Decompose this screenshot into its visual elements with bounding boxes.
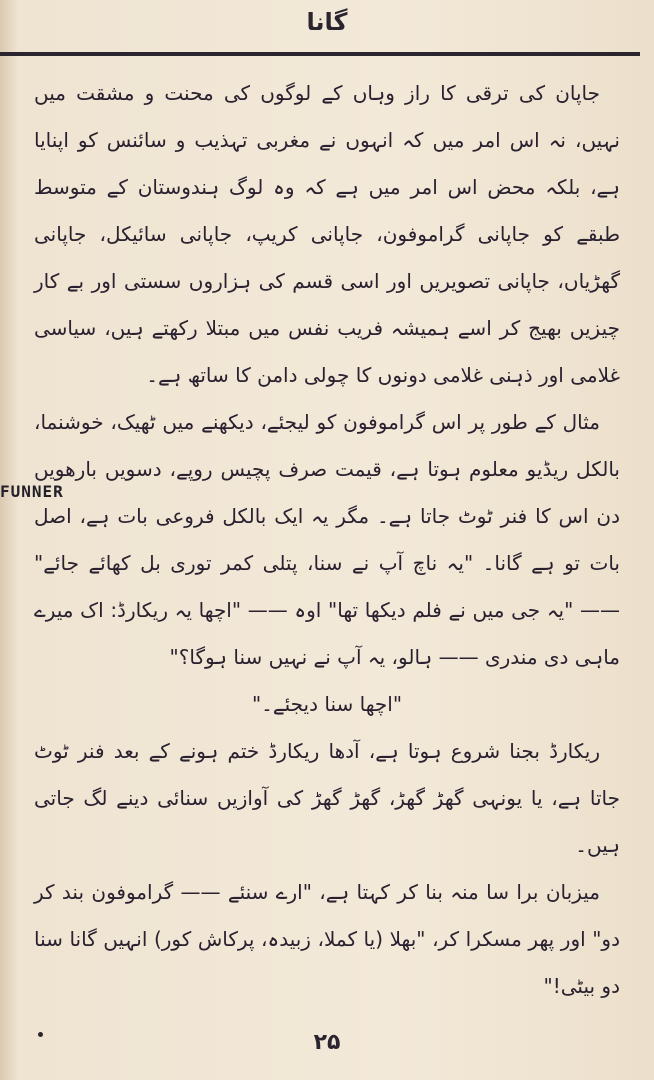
header-rule [0,52,640,56]
margin-note: FUNNER [0,482,64,501]
paragraph-4: میزبان برا سا منہ بنا کر کہتا ہے، "ارے سنئے —— گراموفون بند کر دو" اور پھر مسکرا کر، "بھلا (یا کملا، زبیدہ، پرکاش کور) انہیں گانا سنا دو بیٹی!" [34,880,620,998]
quote-line: "اچھا سنا دیجئے۔" [251,692,403,716]
running-head-title: گانا [306,8,348,36]
body-text [34,70,620,1010]
paragraph-2: مثال کے طور پر اس گراموفون کو لیجئے، دیکھنے میں ٹھیک، خوشنما، بالکل ریڈیو معلوم ہوتا ہے، قیمت صرف پچیس روپے، دسویں بارھویں دن اس کا فنر ٹوٹ جاتا ہے۔ مگر یہ ایک بالکل فروعی بات ہے، اصل بات تو ہے گانا۔ "یہ ناچ آپ نے سنا، پتلی کمر توری بل کھائے جائے" —— "یہ جی میں نے فلم دیکھا تھا" اوہ —— "اچھا یہ ریکارڈ: اک میرے ماہی دی مندری —— ہالو، یہ آپ نے نہیں سنا ہوگا؟" [34,410,620,669]
paragraph-3: ریکارڈ بجنا شروع ہوتا ہے، آدھا ریکارڈ ختم ہونے کے بعد فنر ٹوٹ جاتا ہے، یا یونہی گھڑ گھڑ، گھڑ گھڑ کی آوازیں سنائی دینے لگ جاتی ہیں۔ [34,739,620,857]
page-number: ۲۵ [313,1030,341,1055]
paragraph-1: جاپان کی ترقی کا راز وہاں کے لوگوں کی محنت و مشقت میں نہیں، نہ اس امر میں کہ انہوں نے مغربی تہذیب و سائنس کو اپنایا ہے، بلکہ محض اس امر میں ہے کہ وہ لوگ ہندوستان کے متوسط طبقے کو جاپانی گراموفون، جاپانی کریپ، جاپانی سائیکل، جاپانی گھڑیاں، جاپانی تصویریں اور اسی قسم کی ہزاروں سستی اور بے کار چیزیں بھیج کر اسے ہمیشہ فریب نفس میں مبتلا رکھتے ہیں، سیاسی غلامی اور ذہنی غلامی دونوں کا چولی دامن کا ساتھ ہے۔ [34,81,620,387]
